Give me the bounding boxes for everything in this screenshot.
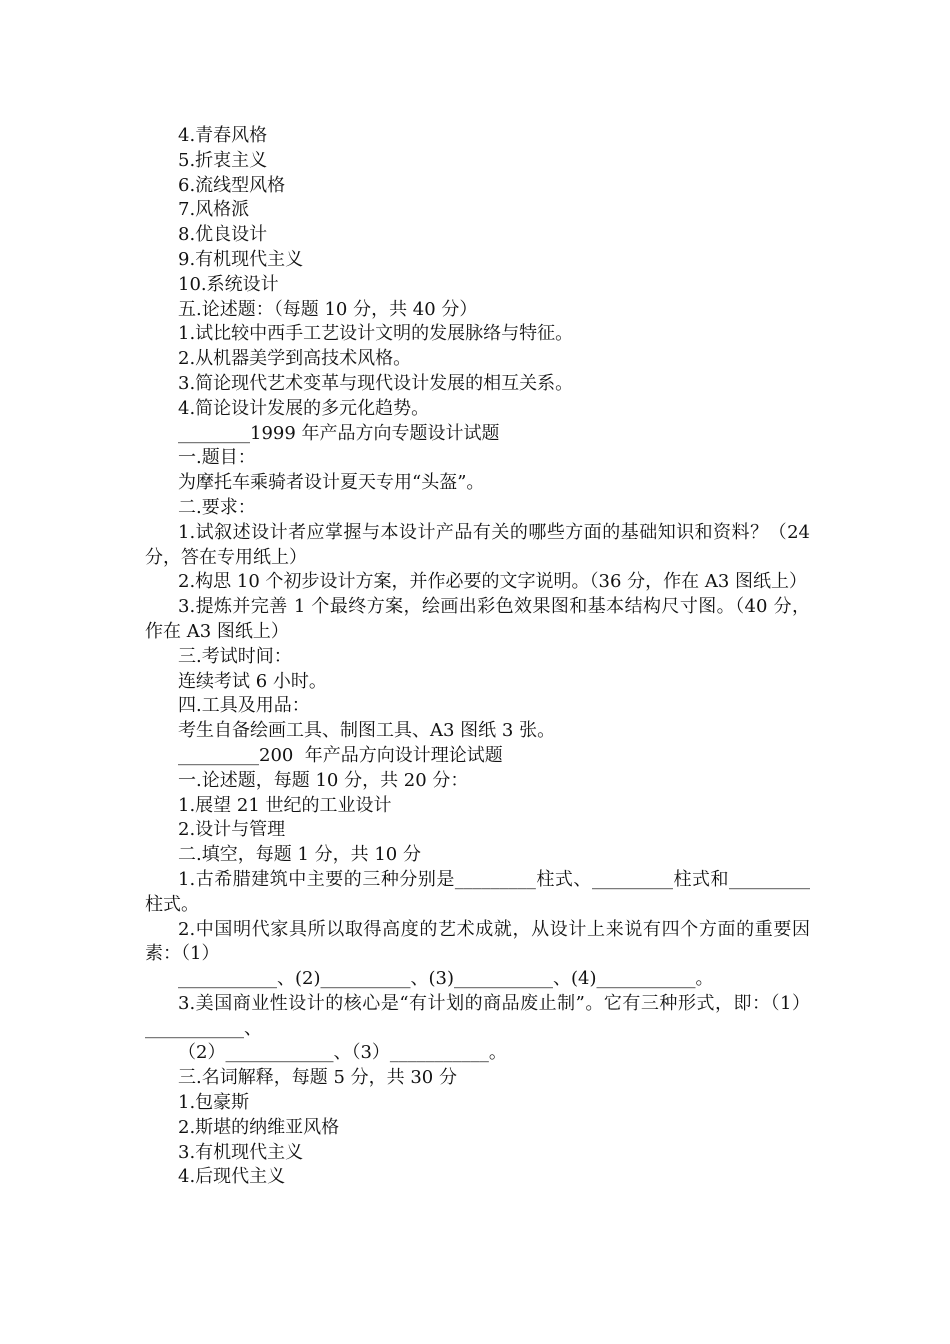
paragraph: 考生自备绘画工具、制图工具、A3 图纸 3 张。 <box>178 720 556 742</box>
exam-title: ________1999 年产品方向专题设计试题 <box>178 422 500 444</box>
question-item: 2.从机器美学到高技术风格。 <box>178 348 412 370</box>
exam-title: _________200 年产品方向设计理论试题 <box>178 744 503 766</box>
question-item: 3.简论现代艺术变革与现代设计发展的相互关系。 <box>178 372 574 394</box>
term-item: 6.流线型风格 <box>178 174 286 196</box>
section-heading: 三.考试时间： <box>178 645 292 667</box>
document-body <box>145 124 810 1190</box>
term-item: 5.折衷主义 <box>178 149 268 171</box>
term-item: 10.系统设计 <box>178 273 279 295</box>
question-item: 4.简论设计发展的多元化趋势。 <box>178 397 430 419</box>
fill-blank-item: 2.中国明代家具所以取得高度的艺术成就，从设计上来说有四个方面的重要因素：（1） <box>145 918 810 965</box>
section-heading: 三.名词解释，每题 5 分，共 30 分 <box>178 1067 457 1089</box>
term-item: 8.优良设计 <box>178 224 268 246</box>
term-item: 9.有机现代主义 <box>178 248 304 270</box>
question-item: 3.提炼并完善 1 个最终方案，绘画出彩色效果图和基本结构尺寸图。（40 分，作在 A3 图纸上） <box>145 596 810 642</box>
term-item: 4.青春风格 <box>178 125 268 146</box>
term-item: 3.有机现代主义 <box>178 1141 304 1163</box>
question-item: 2.设计与管理 <box>178 819 286 841</box>
section-heading: 二.要求： <box>178 496 256 518</box>
fill-blank-item: （2）____________、（3）___________。 <box>178 1042 507 1064</box>
term-item: 1.包豪斯 <box>178 1092 250 1114</box>
fill-blank-item: ___________、(2)__________、(3)___________、(4)___________。 <box>178 968 714 990</box>
section-heading: 一.题目： <box>178 447 256 469</box>
question-item: 2.构思 10 个初步设计方案，并作必要的文字说明。（36 分，作在 A3 图纸上） <box>178 571 808 593</box>
section-heading: 四.工具及用品： <box>178 695 310 717</box>
term-item: 2.斯堪的纳维亚风格 <box>178 1116 340 1138</box>
question-item: 1.展望 21 世纪的工业设计 <box>178 794 392 816</box>
fill-blank-item: 1.古希腊建筑中主要的三种分别是_________柱式、_________柱式和_________柱式。 <box>145 868 810 915</box>
section-heading: 一.论述题，每题 10 分，共 20 分： <box>178 769 469 791</box>
section-heading: 二.填空，每题 1 分，共 10 分 <box>178 844 421 866</box>
paragraph: 为摩托车乘骑者设计夏天专用“头盔”。 <box>178 472 485 494</box>
paragraph: 连续考试 6 小时。 <box>178 670 327 692</box>
section-heading: 五.论述题：（每题 10 分，共 40 分） <box>178 298 478 320</box>
question-item: 1.试比较中西手工艺设计文明的发展脉络与特征。 <box>178 323 574 345</box>
term-item: 7.风格派 <box>178 199 250 221</box>
fill-blank-item: 3.美国商业性设计的核心是“有计划的商品废止制”。它有三种形式，即：（1）___________、 <box>145 992 810 1039</box>
question-item: 1.试叙述设计者应掌握与本设计产品有关的哪些方面的基础知识和资料？（24 分，答在专用纸上） <box>145 521 810 568</box>
term-item: 4.后现代主义 <box>178 1166 286 1188</box>
